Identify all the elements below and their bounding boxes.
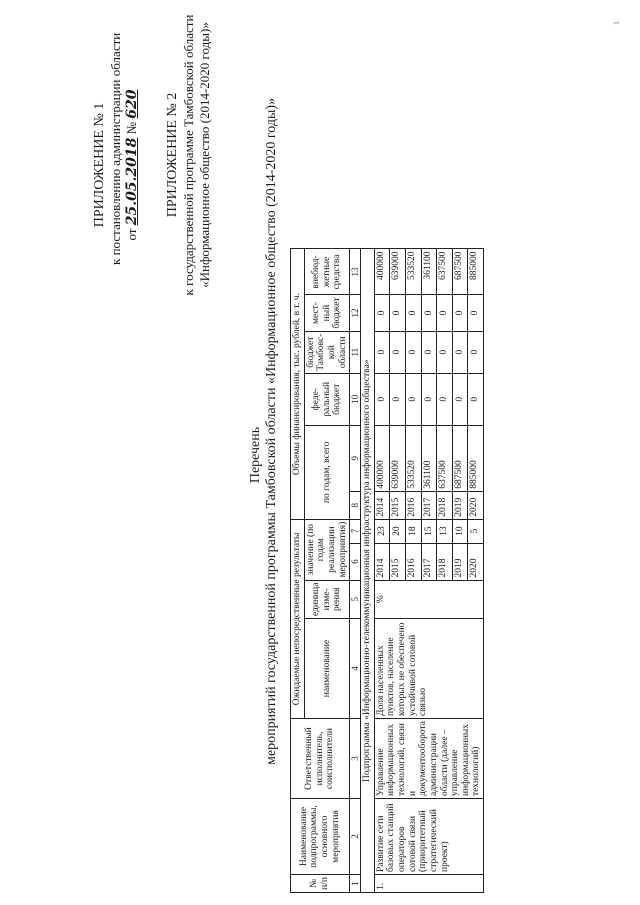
- subprogram-title: Подпрограмма «Информационно-телекоммуникационная инфраструктура информационного общества»: [361, 249, 375, 893]
- indicator-year: 2015: [390, 543, 406, 580]
- indicator-year: 2020: [468, 543, 484, 580]
- appendix-2-program: к государственной программе Тамбовской области: [181, 14, 196, 296]
- indicator-value: 5: [468, 519, 484, 543]
- header-indicator-name: наименование: [304, 619, 350, 719]
- funding-extra: 533520: [406, 249, 422, 295]
- funding-federal: 0: [437, 373, 453, 425]
- funding-year: 2015: [390, 491, 406, 519]
- header-indicator-value: значение (по годам реализации мероприятия): [304, 519, 350, 580]
- funding-year: 2014: [374, 491, 390, 519]
- col-num: 5: [350, 580, 361, 618]
- indicator-value: 20: [390, 519, 406, 543]
- col-num: 10: [350, 373, 361, 425]
- indicator-year: 2014: [374, 543, 390, 580]
- appendix-1-basis: к постановлению администрации области: [108, 32, 123, 265]
- funding-total: 885000: [468, 425, 484, 491]
- col-num: 7: [350, 519, 361, 543]
- title-measures: мероприятий государственной программы Тамбовской области «Информационное общество (2014-2020 годы)»: [264, 97, 279, 765]
- indicator-year: 2018: [437, 543, 453, 580]
- header-by-year: по годам, всего: [304, 425, 350, 519]
- appendix-1-header: [92, 32, 140, 265]
- number-label: №: [124, 121, 139, 135]
- from-label: от: [124, 228, 139, 241]
- indicator-value: 15: [421, 519, 437, 543]
- header-local: мест-ный бюджет: [304, 295, 350, 331]
- funding-federal: 0: [374, 373, 390, 425]
- col-num: 13: [350, 249, 361, 295]
- indicator-value: 23: [374, 519, 390, 543]
- indicator-year: 2016: [406, 543, 422, 580]
- funding-year: 2019: [452, 491, 468, 519]
- col-num: 4: [350, 619, 361, 719]
- funding-total: 687500: [452, 425, 468, 491]
- indicator-year: 2017: [421, 543, 437, 580]
- col-num: 2: [350, 799, 361, 875]
- funding-year: 2020: [468, 491, 484, 519]
- col-num: 1: [350, 875, 361, 893]
- funding-year: 2018: [437, 491, 453, 519]
- header-num: № п/п: [291, 875, 350, 893]
- col-num: 11: [350, 331, 361, 373]
- funding-regional: 0: [406, 331, 422, 373]
- header-name: Наименование подпрограммы, основного мероприятия: [291, 799, 350, 875]
- funding-federal: 0: [406, 373, 422, 425]
- indicator-value: 13: [437, 519, 453, 543]
- funding-local: 0: [452, 295, 468, 331]
- funding-extra: 637500: [437, 249, 453, 295]
- funding-regional: 0: [374, 331, 390, 373]
- header-unit: единица изме-рения: [304, 580, 350, 618]
- funding-regional: 0: [421, 331, 437, 373]
- funding-extra: 885000: [468, 249, 484, 295]
- table-row: [374, 249, 390, 893]
- indicator-value: 10: [452, 519, 468, 543]
- appendix-2-title: ПРИЛОЖЕНИЕ № 2: [165, 92, 180, 218]
- col-num: 3: [350, 719, 361, 799]
- funding-local: 0: [437, 295, 453, 331]
- appendix-1-date-line: [124, 65, 140, 265]
- row-unit: %: [374, 580, 483, 618]
- funding-local: 0: [374, 295, 390, 331]
- measures-table: [290, 249, 484, 894]
- decree-number: 620: [124, 89, 140, 119]
- indicator-value: 18: [406, 519, 422, 543]
- appendix-2-program-name: «Информационное общество (2014-2020 годы)»: [197, 22, 212, 288]
- funding-federal: 0: [390, 373, 406, 425]
- table-header-row-1: [291, 249, 305, 893]
- header-regional: бюджет Тамбовс-кой области: [304, 331, 350, 373]
- header-executor: Ответственный исполнитель, соисполнители: [291, 719, 350, 799]
- funding-local: 0: [390, 295, 406, 331]
- col-num: 6: [350, 543, 361, 580]
- funding-local: 0: [421, 295, 437, 331]
- column-number-row: [350, 249, 361, 893]
- title-list: Перечень: [248, 426, 263, 484]
- appendix-2-header: [165, 5, 213, 305]
- funding-regional: 0: [468, 331, 484, 373]
- header-funding: Объемы финансирования, тыс. рублей, в т. ч.: [291, 249, 305, 519]
- row-num: 1.: [374, 875, 483, 893]
- funding-regional: 0: [437, 331, 453, 373]
- funding-local: 0: [468, 295, 484, 331]
- row-indicator: Доля населенных пунктов, население которых не обеспечено устойчивой сотовой связью: [374, 619, 483, 719]
- header-federal: феде-ральный бюджет: [304, 373, 350, 425]
- col-num: 12: [350, 295, 361, 331]
- funding-federal: 0: [452, 373, 468, 425]
- funding-total: 400000: [374, 425, 390, 491]
- col-num: 8: [350, 491, 361, 519]
- appendix-1-title: ПРИЛОЖЕНИЕ № 1: [92, 102, 107, 228]
- funding-year: 2016: [406, 491, 422, 519]
- funding-regional: 0: [390, 331, 406, 373]
- funding-total: 533520: [406, 425, 422, 491]
- funding-federal: 0: [468, 373, 484, 425]
- funding-total: 637500: [437, 425, 453, 491]
- header-extra: внебюд-жетные средства: [304, 249, 350, 295]
- funding-federal: 0: [421, 373, 437, 425]
- funding-extra: 639000: [390, 249, 406, 295]
- decree-date: 25.05.2018: [124, 137, 140, 226]
- funding-regional: 0: [452, 331, 468, 373]
- funding-extra: 687500: [452, 249, 468, 295]
- indicator-year: 2019: [452, 543, 468, 580]
- row-executor: Управление информационных технологий, связи и документооборота администрации области (далее – управление информационных технологий): [374, 719, 483, 799]
- funding-extra: 400000: [374, 249, 390, 295]
- col-num: 9: [350, 425, 361, 491]
- funding-total: 639000: [390, 425, 406, 491]
- header-expected-results: Ожидаемые непосредственные результаты: [291, 519, 305, 718]
- document-title: [248, 97, 280, 765]
- funding-extra: 361100: [421, 249, 437, 295]
- row-measure-name: Развитие сети базовых станций операторов сотовой связи (приоритетный стратегический проект): [374, 799, 483, 875]
- funding-local: 0: [406, 295, 422, 331]
- subprogram-row: [361, 249, 375, 893]
- funding-total: 361100: [421, 425, 437, 491]
- page-marker: 1: [612, 21, 621, 25]
- funding-year: 2017: [421, 491, 437, 519]
